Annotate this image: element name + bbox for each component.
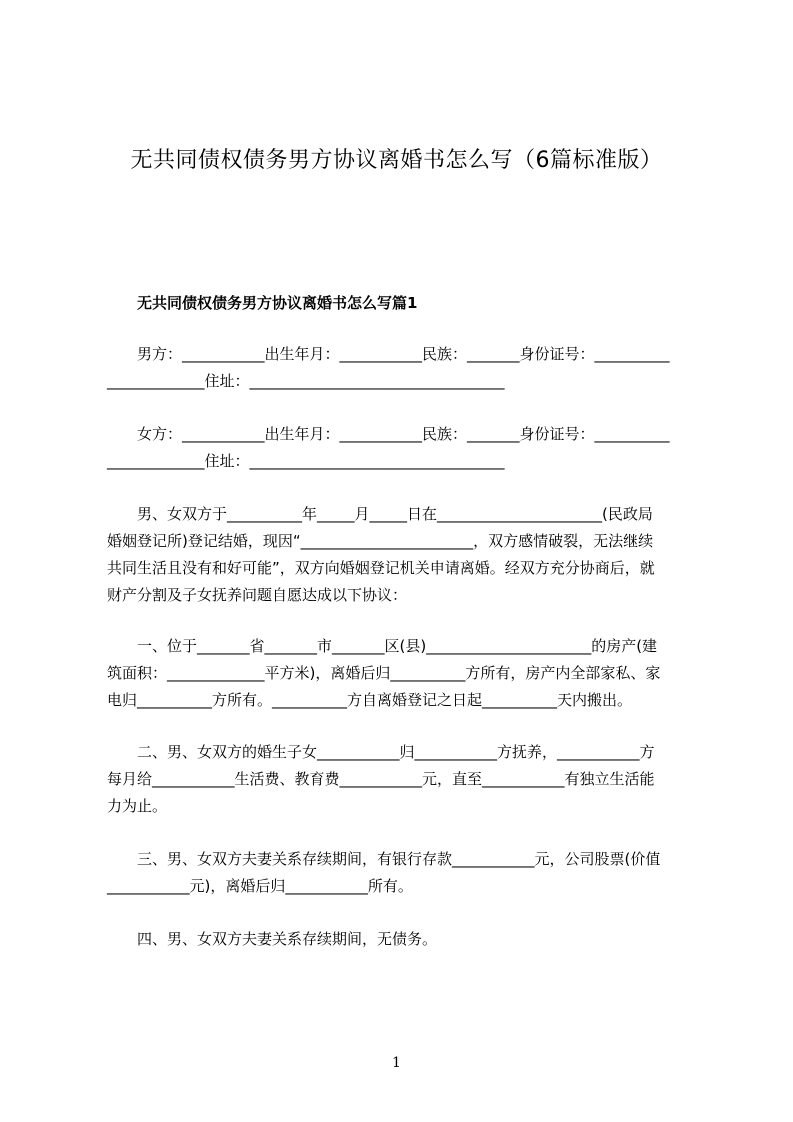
- paragraph-marriage: [107, 501, 699, 609]
- paragraph-line: _____________住址：__________________________________: [107, 452, 505, 470]
- paragraph-line: 力为止。: [107, 797, 168, 815]
- paragraph-line: 女方：___________出生年月：___________民族：_______身份证号：__________: [137, 425, 670, 443]
- paragraph-line: 每月给___________生活费、教育费___________元，直至___________有独立生活能: [107, 770, 655, 788]
- page-number: 1: [392, 1055, 401, 1071]
- paragraph-line: _____________住址：__________________________________: [107, 372, 505, 390]
- paragraph-line: ___________元)，离婚后归___________所有。: [107, 877, 413, 895]
- section-heading: 无共同债权债务男方协议离婚书怎么写篇1: [137, 294, 418, 312]
- paragraph-male-info: [107, 341, 699, 395]
- paragraph-line: 电归__________方所有。__________方自离婚登记之日起__________天内搬出。: [107, 691, 633, 709]
- paragraph-line: 财产分割及子女抚养问题自愿达成以下协议：: [107, 586, 408, 604]
- paragraph-clause-2: [107, 739, 699, 820]
- paragraph-line: 四、男、女双方夫妻关系存续期间，无债务。: [137, 930, 438, 948]
- paragraph-line: 男、女双方于__________年_____月_____日在______________________(民政局: [137, 505, 653, 523]
- paragraph-line: 共同生活且没有和好可能”，双方向婚姻登记机关申请离婚。经双方充分协商后，就: [107, 559, 655, 577]
- paragraph-female-info: [107, 421, 699, 475]
- paragraph-clause-4: [107, 926, 699, 953]
- paragraph-line: 男方：___________出生年月：___________民族：_______身份证号：__________: [137, 345, 670, 363]
- paragraph-line: 二、男、女双方的婚生子女___________归___________方抚养，___________方: [137, 743, 655, 761]
- paragraph-line: 婚姻登记所)登记结婚，现因“_______________________，双方感情破裂，无法继续: [107, 532, 654, 550]
- paragraph-clause-1: [107, 633, 699, 714]
- paragraph-line: 三、男、女双方夫妻关系存续期间，有银行存款___________元，公司股票(价值: [137, 850, 661, 868]
- paragraph-line: 一、位于_______省_______市_______区(县)______________________的房产(建: [137, 637, 658, 655]
- paragraph-clause-3: [107, 846, 699, 900]
- paragraph-line: 筑面积：_____________平方米)，离婚后归__________方所有，房产内全部家私、家: [107, 664, 661, 682]
- document-title: 无共同债权债务男方协议离婚书怎么写（6篇标准版）: [130, 148, 663, 173]
